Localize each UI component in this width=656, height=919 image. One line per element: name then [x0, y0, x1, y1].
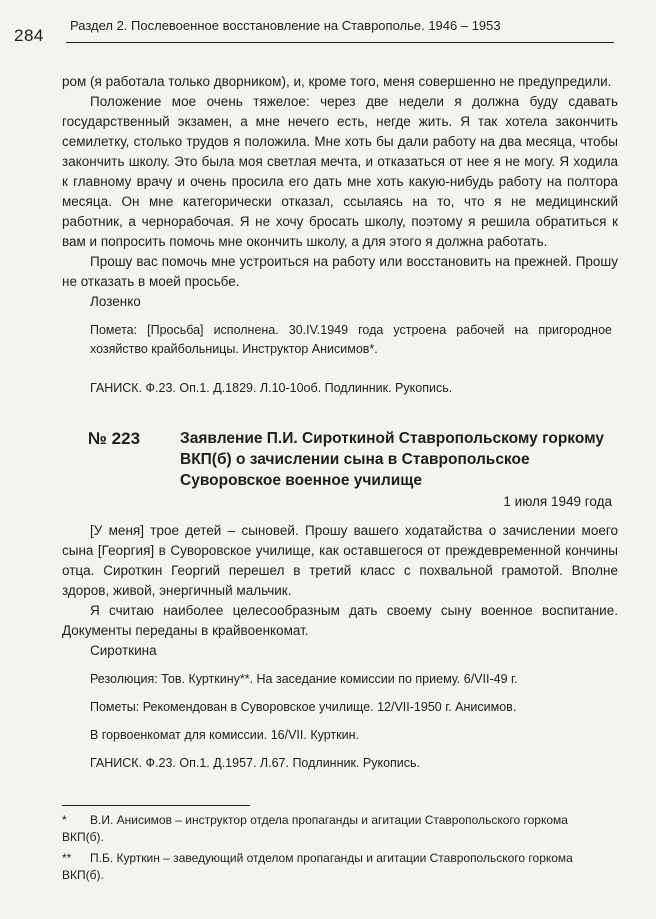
- doc2-number: № 223: [88, 429, 141, 448]
- doc2-signature: Сироткина: [90, 643, 157, 658]
- doc2-date: 1 июля 1949 года: [503, 494, 612, 509]
- doc2-paragraph-1: [У меня] трое детей – сыновей. Прошу вашего ходатайства о зачислении моего сына [Георгия] в Суворовское училище, как оставшегося от преждевременной кончины отца. Сироткин Георгий перешел в третий класс с похвальной грамотой. Вполне здоров, живой, энергичный мальчик.: [62, 523, 618, 598]
- doc1-paragraph-2: Положение мое очень тяжелое: через две недели я должна буду сдавать государственный экзамен, а мне нечего есть, негде жить. Я так хотела закончить семилетку, столько трудов я положила. Мне хоть бы дали работу на два месяца, чтобы закончить школу. Это была моя светлая мечта, и отказаться от нее я не могу. Я ходила к главному врачу и очень просила его дать мне хоть какую-нибудь работу на полтора месяца. Он мне категорически отказал, ссылаясь на то, что я не медицинский работник, а чернорабочая. Я не хочу бросать школу, поэтому я решила обратиться к вам и попросить помочь мне окончить школу, а для этого я должна работать.: [62, 94, 618, 249]
- doc2-source: ГАНИСК. Ф.23. Оп.1. Д.1957. Л.67. Подлинник. Рукопись.: [90, 756, 421, 770]
- footnote-1-text: В.И. Анисимов – инструктор отдела пропаганды и агитации Ставропольского горкома ВКП(б).: [62, 813, 568, 844]
- doc1-note: Помета: [Просьба] исполнена. 30.IV.1949 года устроена рабочей на пригородное хозяйство крайбольницы. Инструктор Анисимов*.: [90, 323, 612, 356]
- doc2-heading: [62, 428, 618, 491]
- footnote-2-text: П.Б. Курткин – заведующий отделом пропаганды и агитации Ставропольского горкома ВКП(б).: [62, 851, 573, 882]
- doc2-marks: Пометы: Рекомендован в Суворовское училище. 12/VII-1950 г. Анисимов.: [90, 700, 517, 714]
- main-text: [62, 72, 618, 773]
- running-head: Раздел 2. Послевоенное восстановление на Ставрополье. 1946 – 1953: [70, 18, 501, 33]
- footnote-2: [62, 850, 602, 884]
- footnote-2-mark: **: [62, 851, 72, 865]
- doc1-paragraph-1: ром (я работала только дворником), и, кроме того, меня совершенно не предупредили.: [62, 74, 612, 89]
- header-rule: [66, 42, 614, 43]
- footnote-1: [62, 812, 602, 846]
- doc2-resolution: Резолюция: Тов. Курткину**. На заседание комиссии по приему. 6/VII-49 г.: [90, 672, 518, 686]
- doc1-source: ГАНИСК. Ф.23. Оп.1. Д.1829. Л.10-10об. Подлинник. Рукопись.: [90, 381, 453, 395]
- footnote-rule: [62, 805, 250, 806]
- footnote-1-mark: *: [62, 813, 67, 827]
- doc1-paragraph-3: Прошу вас помочь мне устроиться на работу или восстановить на прежней. Прошу не отказать в моей просьбе.: [62, 254, 618, 289]
- doc2-title: Заявление П.И. Сироткиной Ставропольскому горкому ВКП(б) о зачислении сына в Ставропольское Суворовское военное училище: [180, 430, 604, 489]
- doc2-marks-2: В горвоенкомат для комиссии. 16/VII. Курткин.: [90, 728, 359, 742]
- page-number: 284: [14, 26, 44, 45]
- doc1-signature: Лозенко: [90, 294, 141, 309]
- doc2-paragraph-2: Я считаю наиболее целесообразным дать своему сыну военное воспитание. Документы переданы в крайвоенкомат.: [62, 603, 618, 638]
